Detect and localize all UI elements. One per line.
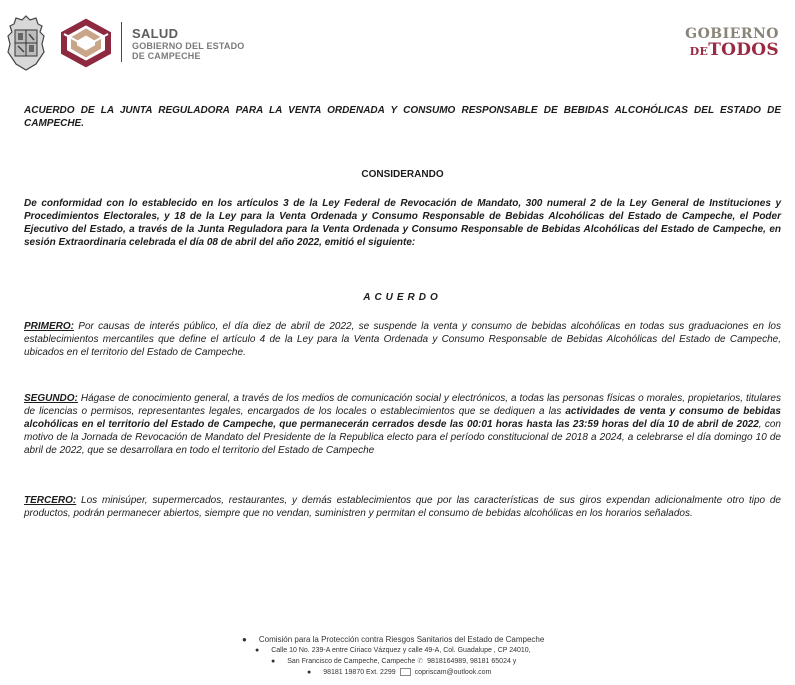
phone-icon: ✆ [417,658,424,665]
document-body [24,104,781,519]
intro-paragraph: De conformidad con lo establecido en los artículos 3 de la Ley Federal de Revocación de Mandato, 300 numeral 2 de la Ley General de Instituciones y Procedimientos Electorales, y 18 de la Ley para la Venta Ordenada y Consumo Responsable de Bebidas Alcohólicas del Estado de Campeche, el Poder Ejecutivo del Estado, a través de la Junta Reguladora para la Venta Ordenada y Consumo Responsable de Bebidas Alcohólicas del Estado de Campeche, en sesión Extraordinaria celebrada el día 08 de abril del año 2022, emitió el siguiente: [24,198,781,248]
footer-email: copriscam@outlook.com [414,669,492,676]
primero-paragraph [24,320,781,359]
de-todos-words [685,42,779,60]
primero-label: PRIMERO: [24,321,74,332]
tercero-paragraph [24,494,781,520]
mail-icon [400,668,411,676]
footer-phones: 9818164989, 98181 65024 y [427,658,517,665]
footer-line-2 [255,645,531,656]
footer-org: Comisión para la Protección contra Riesgos Sanitarios del Estado de Campeche [258,635,545,644]
bullet-icon: ● [271,658,276,665]
gobierno-de-todos-logo [685,26,779,60]
footer-city: San Francisco de Campeche, Campeche [287,658,416,665]
bullet-icon: ● [255,647,260,654]
segundo-bold-text: actividades de venta y consumo de bebidas alcohólicas en el territorio del Estado de Campeche, que permanecerán cerrados desde las 00:01 horas hasta las 23:59 horas del día 10 de abril de 2022 [24,406,781,430]
header-divider [121,22,122,62]
salud-logo-icon [58,18,114,68]
gobierno-word: GOBIERNO [685,26,779,42]
segundo-text-b: , con motivo de la Jornada de Revocación de Mandato del Presidente de la Republica electo para el período constitucional de 2018 a 2024, a celebrarse el día domingo 10 de abril de 2022, que se desarrollara en todo el territorio del Estado de Campeche [24,419,781,456]
tercero-label: TERCERO: [24,495,77,506]
segundo-label: SEGUNDO: [24,393,78,404]
page-header [0,0,795,80]
de-word: DE [689,45,709,58]
bullet-icon: ● [307,669,312,676]
tercero-text: Los minisúper, supermercados, restaurantes, y demás establecimientos que por las características de sus giros expendan adicionalmente otro tipo de productos, podrán permanecer abiertos, siempre que no vendan, suministren y permitan el consumo de bebidas alcohólicas en los horarios señalados. [24,495,781,519]
salud-title: SALUD [132,26,179,41]
considerando-heading: CONSIDERANDO [361,169,444,180]
coat-of-arms-icon [6,14,46,72]
gobierno-line-1: GOBIERNO DEL ESTADO [132,41,245,51]
bullet-icon: ● [242,635,247,644]
footer-phone-ext: 98181 19870 Ext. 2299 [323,669,396,676]
segundo-paragraph [24,392,781,457]
footer-line-1 [242,634,544,645]
footer-line-4 [307,667,491,678]
primero-text: Por causas de interés público, el día diez de abril de 2022, se suspende la venta y consumo de bebidas alcohólicas en todas sus graduaciones en los establecimientos mercantiles que define el artículo 4 de la Ley para la Venta Ordenada y Consumo Responsable de Bebidas Alcohólicas del Estado de Campeche, ubicados en el territorio del Estado de Campeche. [24,321,781,358]
footer-line-3 [271,656,516,667]
footer-address: Calle 10 No. 239-A entre Ciriaco Vázquez y calle 49-A, Col. Guadalupe , CP 24010, [271,647,531,654]
segundo-text-a: Hágase de conocimiento general, a través de los medios de comunicación social y electrónicos, a todas las personas físicas o morales, propietarios, titulares de licencias o permisos, representantes legales, encargados de los locales o establecimientos que se dediquen a las [24,393,781,417]
acuerdo-heading: ACUERDO [363,292,442,303]
document-title: ACUERDO DE LA JUNTA REGULADORA PARA LA VENTA ORDENADA Y CONSUMO RESPONSABLE DE BEBIDAS ALCOHÓLICAS DEL ESTADO DE CAMPECHE. [24,105,781,129]
gobierno-line-2: DE CAMPECHE [132,51,201,61]
salud-brand [132,26,244,61]
todos-word: TODOS [708,40,779,60]
